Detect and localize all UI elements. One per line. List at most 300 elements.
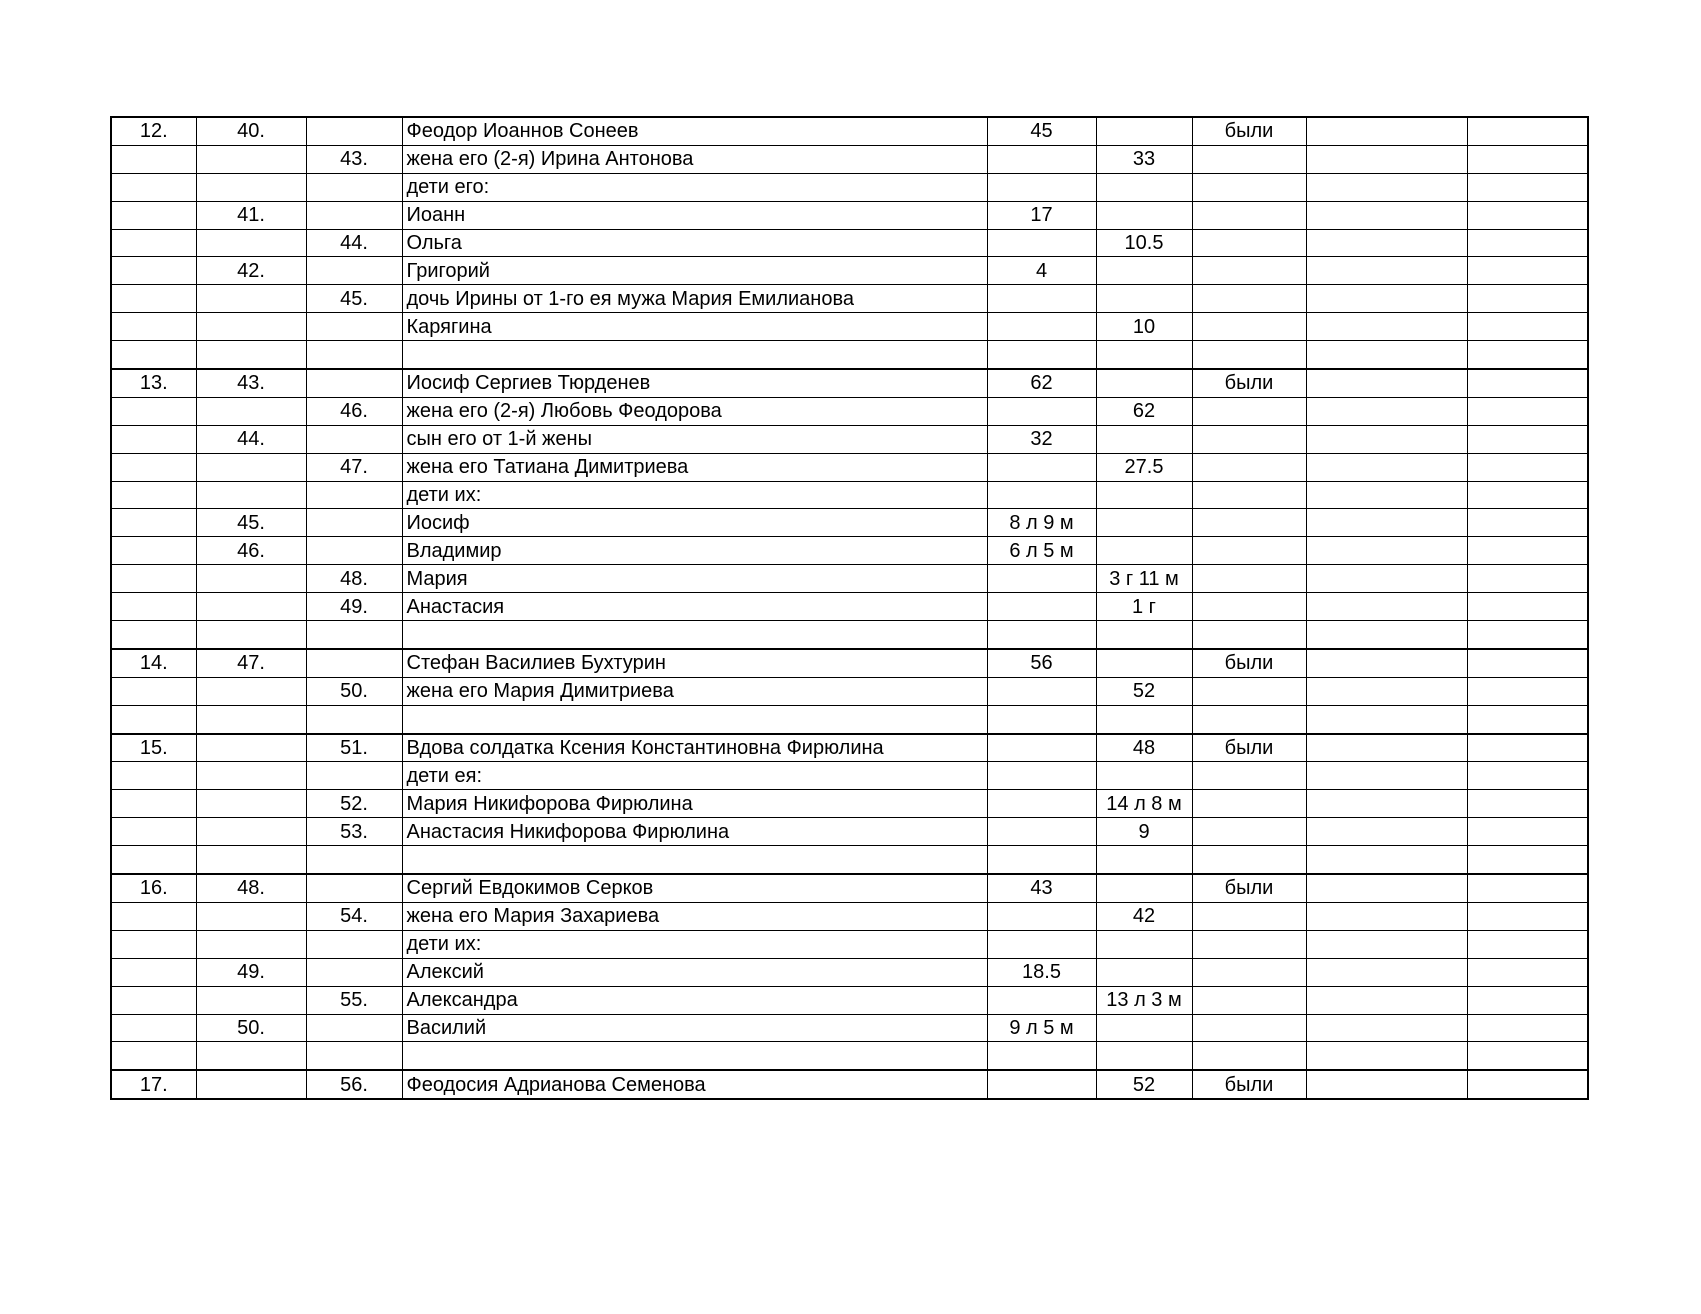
female-age-cell (1096, 425, 1192, 453)
female-number-cell (306, 930, 402, 958)
extra-column-2-cell (1467, 958, 1588, 986)
male-number-cell (196, 1042, 306, 1070)
register-row (111, 257, 1588, 285)
male-age-cell (987, 902, 1096, 930)
register-row (111, 369, 1588, 397)
extra-column-1-cell (1306, 649, 1467, 677)
person-name-cell: Анастасия (402, 593, 987, 621)
male-number-cell: 49. (196, 958, 306, 986)
extra-column-1-cell (1306, 705, 1467, 733)
person-name-cell: дети их: (402, 481, 987, 509)
female-age-cell: 3 г 11 м (1096, 565, 1192, 593)
note-cell (1192, 201, 1306, 229)
person-name-cell (402, 1042, 987, 1070)
male-number-cell (196, 986, 306, 1014)
register-row (111, 537, 1588, 565)
male-age-cell (987, 593, 1096, 621)
register-row (111, 1042, 1588, 1070)
female-age-cell: 13 л 3 м (1096, 986, 1192, 1014)
register-row (111, 958, 1588, 986)
extra-column-1-cell (1306, 453, 1467, 481)
female-number-cell: 44. (306, 229, 402, 257)
person-name-cell: Иосиф Сергиев Тюрденев (402, 369, 987, 397)
male-age-cell: 6 л 5 м (987, 537, 1096, 565)
person-name-cell: Феодор Иоаннов Сонеев (402, 117, 987, 145)
extra-column-2-cell (1467, 1014, 1588, 1042)
male-age-cell (987, 229, 1096, 257)
extra-column-2-cell (1467, 874, 1588, 902)
female-age-cell (1096, 1042, 1192, 1070)
extra-column-1-cell (1306, 986, 1467, 1014)
household-number-cell: 17. (111, 1070, 196, 1099)
household-number-cell (111, 902, 196, 930)
register-row (111, 790, 1588, 818)
person-name-cell: дети его: (402, 173, 987, 201)
extra-column-1-cell (1306, 537, 1467, 565)
male-number-cell (196, 565, 306, 593)
person-name-cell: дети ея: (402, 762, 987, 790)
female-number-cell (306, 509, 402, 537)
person-name-cell: Василий (402, 1014, 987, 1042)
female-age-cell (1096, 1014, 1192, 1042)
male-age-cell (987, 986, 1096, 1014)
extra-column-1-cell (1306, 341, 1467, 369)
note-cell (1192, 818, 1306, 846)
extra-column-2-cell (1467, 313, 1588, 341)
extra-column-1-cell (1306, 285, 1467, 313)
female-number-cell (306, 481, 402, 509)
household-number-cell (111, 425, 196, 453)
household-number-cell (111, 1014, 196, 1042)
register-row (111, 481, 1588, 509)
extra-column-2-cell (1467, 649, 1588, 677)
female-number-cell (306, 762, 402, 790)
female-number-cell: 49. (306, 593, 402, 621)
male-age-cell (987, 481, 1096, 509)
note-cell (1192, 565, 1306, 593)
note-cell (1192, 621, 1306, 649)
male-age-cell: 9 л 5 м (987, 1014, 1096, 1042)
register-row (111, 509, 1588, 537)
female-number-cell (306, 117, 402, 145)
household-number-cell (111, 201, 196, 229)
male-age-cell (987, 341, 1096, 369)
person-name-cell (402, 621, 987, 649)
register-row (111, 649, 1588, 677)
male-age-cell (987, 173, 1096, 201)
person-name-cell: сын его от 1-й жены (402, 425, 987, 453)
household-number-cell (111, 285, 196, 313)
male-number-cell: 43. (196, 369, 306, 397)
male-age-cell (987, 145, 1096, 173)
extra-column-1-cell (1306, 818, 1467, 846)
female-number-cell (306, 1042, 402, 1070)
household-number-cell (111, 145, 196, 173)
female-age-cell (1096, 537, 1192, 565)
female-age-cell (1096, 705, 1192, 733)
male-age-cell (987, 397, 1096, 425)
household-number-cell (111, 257, 196, 285)
person-name-cell: Мария (402, 565, 987, 593)
female-number-cell (306, 621, 402, 649)
household-number-cell (111, 930, 196, 958)
male-number-cell: 48. (196, 874, 306, 902)
male-age-cell: 62 (987, 369, 1096, 397)
extra-column-2-cell (1467, 481, 1588, 509)
household-number-cell: 12. (111, 117, 196, 145)
male-age-cell: 4 (987, 257, 1096, 285)
male-age-cell (987, 621, 1096, 649)
household-number-cell (111, 790, 196, 818)
household-number-cell (111, 453, 196, 481)
note-cell (1192, 257, 1306, 285)
household-number-cell (111, 565, 196, 593)
extra-column-1-cell (1306, 229, 1467, 257)
male-age-cell (987, 790, 1096, 818)
extra-column-2-cell (1467, 369, 1588, 397)
extra-column-2-cell (1467, 537, 1588, 565)
note-cell (1192, 173, 1306, 201)
male-number-cell (196, 453, 306, 481)
person-name-cell: жена его Татиана Димитриева (402, 453, 987, 481)
male-age-cell: 56 (987, 649, 1096, 677)
male-age-cell (987, 734, 1096, 762)
female-age-cell: 52 (1096, 677, 1192, 705)
female-age-cell (1096, 846, 1192, 874)
female-age-cell: 9 (1096, 818, 1192, 846)
household-number-cell (111, 1042, 196, 1070)
note-cell (1192, 902, 1306, 930)
note-cell (1192, 705, 1306, 733)
male-number-cell (196, 762, 306, 790)
household-number-cell (111, 341, 196, 369)
extra-column-2-cell (1467, 565, 1588, 593)
extra-column-2-cell (1467, 341, 1588, 369)
person-name-cell: Григорий (402, 257, 987, 285)
extra-column-1-cell (1306, 257, 1467, 285)
female-number-cell (306, 341, 402, 369)
household-number-cell: 15. (111, 734, 196, 762)
male-age-cell: 18.5 (987, 958, 1096, 986)
male-number-cell: 44. (196, 425, 306, 453)
extra-column-2-cell (1467, 173, 1588, 201)
female-number-cell: 50. (306, 677, 402, 705)
note-cell (1192, 229, 1306, 257)
note-cell (1192, 537, 1306, 565)
extra-column-1-cell (1306, 902, 1467, 930)
household-number-cell (111, 397, 196, 425)
male-age-cell (987, 565, 1096, 593)
census-register-table (110, 116, 1589, 1100)
female-number-cell (306, 705, 402, 733)
register-row (111, 453, 1588, 481)
extra-column-2-cell (1467, 145, 1588, 173)
person-name-cell: Анастасия Никифорова Фирюлина (402, 818, 987, 846)
extra-column-2-cell (1467, 846, 1588, 874)
male-number-cell (196, 397, 306, 425)
extra-column-2-cell (1467, 986, 1588, 1014)
note-cell: были (1192, 369, 1306, 397)
male-number-cell (196, 145, 306, 173)
extra-column-1-cell (1306, 369, 1467, 397)
female-number-cell: 51. (306, 734, 402, 762)
male-number-cell: 47. (196, 649, 306, 677)
female-age-cell (1096, 621, 1192, 649)
extra-column-1-cell (1306, 734, 1467, 762)
extra-column-2-cell (1467, 902, 1588, 930)
extra-column-1-cell (1306, 1014, 1467, 1042)
extra-column-2-cell (1467, 593, 1588, 621)
note-cell (1192, 509, 1306, 537)
female-age-cell (1096, 958, 1192, 986)
note-cell (1192, 930, 1306, 958)
register-row (111, 818, 1588, 846)
female-age-cell: 10 (1096, 313, 1192, 341)
extra-column-2-cell (1467, 425, 1588, 453)
household-number-cell: 16. (111, 874, 196, 902)
extra-column-2-cell (1467, 705, 1588, 733)
extra-column-1-cell (1306, 762, 1467, 790)
extra-column-2-cell (1467, 229, 1588, 257)
extra-column-2-cell (1467, 930, 1588, 958)
male-number-cell: 45. (196, 509, 306, 537)
register-row (111, 201, 1588, 229)
female-age-cell (1096, 762, 1192, 790)
note-cell (1192, 285, 1306, 313)
note-cell (1192, 453, 1306, 481)
person-name-cell: Феодосия Адрианова Семенова (402, 1070, 987, 1099)
register-row (111, 846, 1588, 874)
register-row (111, 565, 1588, 593)
female-age-cell: 33 (1096, 145, 1192, 173)
female-number-cell (306, 369, 402, 397)
household-number-cell (111, 229, 196, 257)
extra-column-1-cell (1306, 425, 1467, 453)
extra-column-1-cell (1306, 1070, 1467, 1099)
male-number-cell (196, 593, 306, 621)
male-age-cell: 45 (987, 117, 1096, 145)
note-cell (1192, 846, 1306, 874)
male-age-cell (987, 1042, 1096, 1070)
male-number-cell (196, 846, 306, 874)
female-number-cell (306, 173, 402, 201)
note-cell (1192, 986, 1306, 1014)
extra-column-1-cell (1306, 846, 1467, 874)
male-age-cell (987, 762, 1096, 790)
female-age-cell (1096, 257, 1192, 285)
person-name-cell: жена его (2-я) Ирина Антонова (402, 145, 987, 173)
note-cell (1192, 677, 1306, 705)
female-number-cell: 55. (306, 986, 402, 1014)
person-name-cell: Стефан Василиев Бухтурин (402, 649, 987, 677)
female-number-cell: 48. (306, 565, 402, 593)
note-cell (1192, 481, 1306, 509)
note-cell: были (1192, 734, 1306, 762)
female-age-cell: 52 (1096, 1070, 1192, 1099)
person-name-cell: жена его Мария Захариева (402, 902, 987, 930)
household-number-cell (111, 677, 196, 705)
male-number-cell: 42. (196, 257, 306, 285)
extra-column-1-cell (1306, 397, 1467, 425)
extra-column-2-cell (1467, 397, 1588, 425)
male-number-cell: 50. (196, 1014, 306, 1042)
female-age-cell (1096, 930, 1192, 958)
female-age-cell: 14 л 8 м (1096, 790, 1192, 818)
extra-column-1-cell (1306, 958, 1467, 986)
female-number-cell (306, 201, 402, 229)
household-number-cell (111, 762, 196, 790)
female-age-cell: 10.5 (1096, 229, 1192, 257)
female-age-cell: 42 (1096, 902, 1192, 930)
register-row (111, 313, 1588, 341)
extra-column-2-cell (1467, 1042, 1588, 1070)
extra-column-2-cell (1467, 621, 1588, 649)
female-age-cell (1096, 201, 1192, 229)
register-row (111, 930, 1588, 958)
note-cell: были (1192, 117, 1306, 145)
note-cell (1192, 958, 1306, 986)
female-number-cell (306, 846, 402, 874)
register-row (111, 229, 1588, 257)
register-row (111, 341, 1588, 369)
male-age-cell (987, 846, 1096, 874)
female-number-cell: 45. (306, 285, 402, 313)
note-cell (1192, 425, 1306, 453)
household-number-cell (111, 537, 196, 565)
note-cell (1192, 1014, 1306, 1042)
male-number-cell (196, 481, 306, 509)
male-number-cell (196, 818, 306, 846)
male-number-cell: 46. (196, 537, 306, 565)
household-number-cell (111, 846, 196, 874)
person-name-cell (402, 705, 987, 733)
person-name-cell: жена его Мария Димитриева (402, 677, 987, 705)
male-age-cell (987, 453, 1096, 481)
person-name-cell: Иосиф (402, 509, 987, 537)
person-name-cell (402, 341, 987, 369)
extra-column-1-cell (1306, 593, 1467, 621)
note-cell (1192, 397, 1306, 425)
male-number-cell (196, 621, 306, 649)
male-age-cell: 8 л 9 м (987, 509, 1096, 537)
person-name-cell: Вдова солдатка Ксения Константиновна Фирюлина (402, 734, 987, 762)
male-number-cell (196, 790, 306, 818)
female-number-cell (306, 874, 402, 902)
male-number-cell (196, 313, 306, 341)
household-number-cell (111, 481, 196, 509)
person-name-cell: Александра (402, 986, 987, 1014)
male-age-cell: 43 (987, 874, 1096, 902)
female-age-cell (1096, 649, 1192, 677)
person-name-cell: Карягина (402, 313, 987, 341)
register-row (111, 285, 1588, 313)
person-name-cell: Алексий (402, 958, 987, 986)
extra-column-1-cell (1306, 481, 1467, 509)
extra-column-1-cell (1306, 874, 1467, 902)
person-name-cell: жена его (2-я) Любовь Феодорова (402, 397, 987, 425)
male-number-cell (196, 229, 306, 257)
person-name-cell: Ольга (402, 229, 987, 257)
extra-column-2-cell (1467, 677, 1588, 705)
register-row (111, 986, 1588, 1014)
extra-column-2-cell (1467, 762, 1588, 790)
note-cell (1192, 341, 1306, 369)
male-number-cell: 40. (196, 117, 306, 145)
register-body (111, 117, 1588, 1099)
extra-column-2-cell (1467, 117, 1588, 145)
female-age-cell (1096, 285, 1192, 313)
household-number-cell (111, 313, 196, 341)
female-age-cell: 27.5 (1096, 453, 1192, 481)
female-age-cell (1096, 369, 1192, 397)
female-number-cell: 53. (306, 818, 402, 846)
household-number-cell: 14. (111, 649, 196, 677)
male-age-cell (987, 285, 1096, 313)
extra-column-2-cell (1467, 201, 1588, 229)
extra-column-1-cell (1306, 677, 1467, 705)
extra-column-2-cell (1467, 257, 1588, 285)
extra-column-2-cell (1467, 285, 1588, 313)
female-age-cell: 1 г (1096, 593, 1192, 621)
female-age-cell (1096, 874, 1192, 902)
household-number-cell (111, 958, 196, 986)
note-cell (1192, 1042, 1306, 1070)
extra-column-1-cell (1306, 313, 1467, 341)
extra-column-2-cell (1467, 790, 1588, 818)
extra-column-1-cell (1306, 790, 1467, 818)
male-age-cell (987, 705, 1096, 733)
person-name-cell: дочь Ирины от 1-го ея мужа Мария Емилианова (402, 285, 987, 313)
extra-column-1-cell (1306, 565, 1467, 593)
female-number-cell (306, 313, 402, 341)
extra-column-1-cell (1306, 145, 1467, 173)
female-number-cell (306, 649, 402, 677)
extra-column-1-cell (1306, 1042, 1467, 1070)
register-row (111, 145, 1588, 173)
female-age-cell (1096, 341, 1192, 369)
household-number-cell (111, 593, 196, 621)
male-age-cell (987, 1070, 1096, 1099)
male-number-cell (196, 1070, 306, 1099)
male-number-cell (196, 930, 306, 958)
female-number-cell (306, 257, 402, 285)
register-row (111, 621, 1588, 649)
female-age-cell (1096, 173, 1192, 201)
female-age-cell (1096, 117, 1192, 145)
note-cell (1192, 313, 1306, 341)
male-age-cell (987, 677, 1096, 705)
note-cell: были (1192, 874, 1306, 902)
female-number-cell (306, 425, 402, 453)
person-name-cell: дети их: (402, 930, 987, 958)
extra-column-2-cell (1467, 734, 1588, 762)
female-number-cell: 43. (306, 145, 402, 173)
note-cell: были (1192, 649, 1306, 677)
female-number-cell (306, 537, 402, 565)
female-age-cell: 62 (1096, 397, 1192, 425)
female-number-cell: 46. (306, 397, 402, 425)
female-age-cell (1096, 509, 1192, 537)
register-row (111, 902, 1588, 930)
household-number-cell (111, 818, 196, 846)
register-row (111, 874, 1588, 902)
person-name-cell: Сергий Евдокимов Серков (402, 874, 987, 902)
male-number-cell (196, 341, 306, 369)
household-number-cell: 13. (111, 369, 196, 397)
male-number-cell (196, 677, 306, 705)
household-number-cell (111, 621, 196, 649)
household-number-cell (111, 705, 196, 733)
